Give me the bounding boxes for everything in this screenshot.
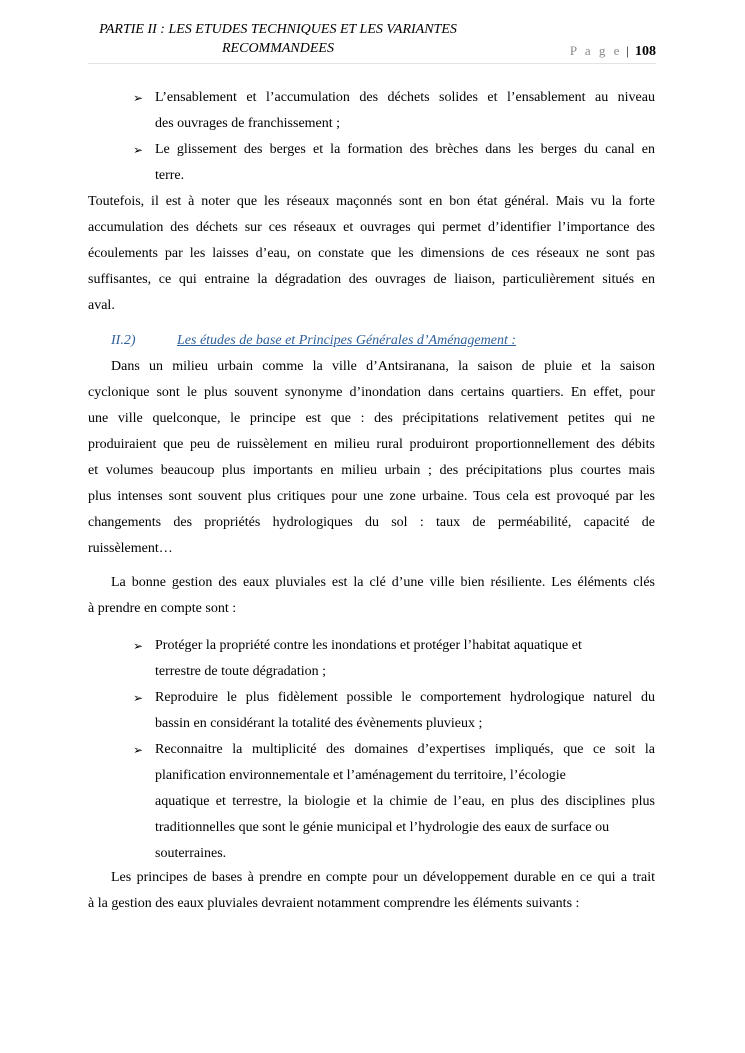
header-divider xyxy=(88,63,656,64)
text-line: accumulation des déchets sur ces réseaux et ouvrages qui permet d’identifier l’importance des xyxy=(88,220,655,235)
text-line: ruissèlement… xyxy=(88,541,173,556)
text-line: traditionnelles que sont le génie municipal et l’hydrologie des eaux de surface ou xyxy=(155,820,610,835)
paragraph-stormwater-management xyxy=(88,570,655,622)
document-header-title: PARTIE II : LES ETUDES TECHNIQUES ET LES VARIANTES RECOMMANDEES xyxy=(99,22,457,56)
text-line: L’ensablement et l’accumulation des déchets solides et l’ensablement au niveau xyxy=(155,90,655,105)
text-line: souterraines. xyxy=(155,846,227,861)
page-number: 108 xyxy=(635,44,656,59)
bullet-list-top xyxy=(88,85,655,189)
text-line: Les principes de bases à prendre en compte pour un développement durable en ce qui a trait xyxy=(111,870,655,885)
text-line: des ouvrages de franchissement ; xyxy=(155,116,341,131)
text-line: planification environnementale et l’aménagement du territoire, l’écologie xyxy=(155,768,566,783)
text-line: Le glissement des berges et la formation des brèches dans les berges du canal en xyxy=(155,142,655,157)
text-line: aquatique et terrestre, la biologie et la chimie de l’eau, en plus des disciplines plus xyxy=(155,794,655,809)
text-line: une ville quelconque, le principe est que : des précipitations relativement petites qui ne xyxy=(88,411,655,426)
bullet-list-key-elements xyxy=(88,633,655,867)
text-line: Protéger la propriété contre les inondations et protéger l’habitat aquatique et xyxy=(155,638,582,653)
section-title: Les études de base et Principes Générales d’Aménagement : xyxy=(177,333,517,348)
bullet-item xyxy=(88,633,655,685)
bullet-item xyxy=(88,137,655,189)
text-line: à la gestion des eaux pluviales devraient notamment comprendre les éléments suivants : xyxy=(88,896,580,911)
arrow-bullet-icon: ➢ xyxy=(133,639,144,653)
text-line: plus intenses sont souvent plus critiques pour une zone urbaine. Tous cela est provoqué par les xyxy=(88,489,655,504)
arrow-bullet-icon: ➢ xyxy=(133,91,144,105)
text-line: La bonne gestion des eaux pluviales est la clé d’une ville bien résiliente. Les éléments clés xyxy=(111,575,655,590)
text-line: et volumes beaucoup plus importants en milieu urbain ; des précipitations plus courtes mais xyxy=(88,463,655,478)
text-line: cyclonique sont le plus souvent synonyme d’inondation dans certains quartiers. En effet, pour xyxy=(88,385,655,400)
text-line: Reproduire le plus fidèlement possible le comportement hydrologique naturel du xyxy=(155,690,655,705)
paragraph-network-condition xyxy=(88,189,655,319)
text-line: Toutefois, il est à noter que les réseaux maçonnés sont en bon état général. Mais vu la forte xyxy=(88,194,655,209)
arrow-bullet-icon: ➢ xyxy=(133,743,144,757)
text-line: Reconnaitre la multiplicité des domaines d’expertises impliqués, que ce soit la xyxy=(155,742,655,757)
text-line: aval. xyxy=(88,298,115,313)
paragraph-development-principles xyxy=(88,865,655,917)
paragraph-urban-flooding xyxy=(88,354,655,562)
text-line: suffisantes, ce qui entraine la dégradation des ouvrages de liaison, particulièrement situés en xyxy=(88,272,655,287)
text-line: terre. xyxy=(155,168,185,183)
section-heading xyxy=(111,328,516,354)
text-line: produiraient que peu de ruissèlement en milieu rural produiront proportionnellement des débits xyxy=(88,437,655,452)
text-line: Dans un milieu urbain comme la ville d’Antsiranana, la saison de pluie et la saison xyxy=(111,359,655,374)
text-line: terrestre de toute dégradation ; xyxy=(155,664,327,679)
bullet-item xyxy=(88,85,655,137)
text-line: bassin en considérant la totalité des évènements pluvieux ; xyxy=(155,716,483,731)
bullet-item xyxy=(88,685,655,737)
arrow-bullet-icon: ➢ xyxy=(133,143,144,157)
page-word: P a g e xyxy=(569,43,622,58)
bullet-item xyxy=(88,737,655,867)
page-separator: | xyxy=(626,43,629,58)
section-number: II.2) xyxy=(111,333,136,348)
text-line: à prendre en compte sont : xyxy=(88,601,237,616)
text-line: changements des propriétés hydrologiques du sol : taux de perméabilité, capacité de xyxy=(88,515,655,530)
arrow-bullet-icon: ➢ xyxy=(133,691,144,705)
page-number-label xyxy=(570,43,656,60)
text-line: écoulements par les laisses d’eau, on constate que les dimensions de ces réseaux ne sont pas xyxy=(88,246,655,261)
